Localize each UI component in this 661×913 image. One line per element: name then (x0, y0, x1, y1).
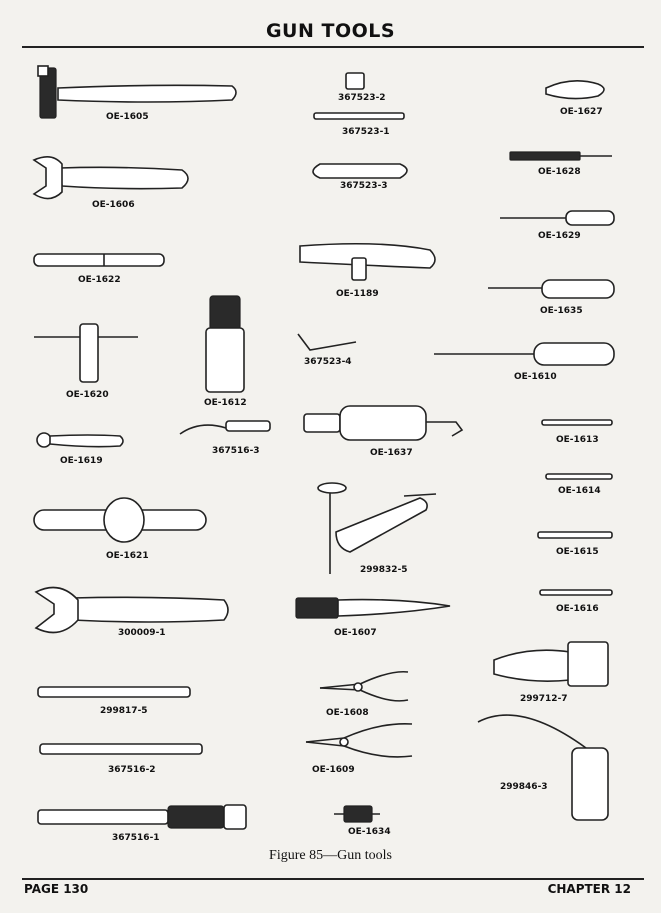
label-oe-1622: OE-1622 (78, 275, 121, 285)
footer-rule (22, 878, 644, 880)
hex-key-icon (298, 334, 356, 350)
label-oe-1610: OE-1610 (514, 372, 557, 382)
label-oe-1607: OE-1607 (334, 628, 377, 638)
label-oe-1621: OE-1621 (106, 551, 149, 561)
label-299832-5: 299832-5 (360, 565, 408, 575)
label-oe-1628: OE-1628 (538, 167, 581, 177)
punch-1613-icon (542, 420, 612, 425)
punch-1614-icon (546, 474, 612, 479)
bushing-icon (346, 73, 364, 89)
label-oe-1606: OE-1606 (92, 200, 135, 210)
label-oe-1613: OE-1613 (556, 435, 599, 445)
cleaning-rod-icon (40, 744, 202, 754)
label-299712-7: 299712-7 (520, 694, 568, 704)
figure-caption: Figure 85—Gun tools (269, 848, 392, 863)
label-oe-1614: OE-1614 (558, 486, 601, 496)
punch-tool-icon (34, 254, 164, 266)
label-367523-1: 367523-1 (342, 127, 390, 137)
open-end-wrench-icon (36, 588, 228, 633)
chapter-label: CHAPTER 12 (547, 882, 631, 896)
brush-icon (296, 598, 450, 618)
small-handle-tool-icon (546, 81, 604, 99)
pliers-icon (320, 672, 408, 701)
label-367516-1: 367516-1 (112, 833, 160, 843)
label-367516-2: 367516-2 (108, 765, 156, 775)
label-299817-5: 299817-5 (100, 706, 148, 716)
spanner-icon (34, 498, 206, 542)
double-end-wrench-icon (313, 164, 407, 178)
combination-tool-icon (300, 244, 435, 280)
page-title: GUN TOOLS (265, 20, 396, 42)
grease-gun-icon (304, 406, 462, 440)
label-367523-3: 367523-3 (340, 181, 388, 191)
label-oe-1629: OE-1629 (538, 231, 581, 241)
label-299846-3: 299846-3 (500, 782, 548, 792)
label-367516-3: 367516-3 (212, 446, 260, 456)
label-oe-1619: OE-1619 (60, 456, 103, 466)
rod-with-handle-icon (38, 805, 246, 829)
page-number: PAGE 130 (24, 882, 89, 896)
label-oe-1637: OE-1637 (370, 448, 413, 458)
label-oe-1189: OE-1189 (336, 289, 379, 299)
label-oe-1608: OE-1608 (326, 708, 369, 718)
file-icon (510, 152, 612, 160)
anvil-tool-icon (494, 642, 608, 686)
drift-punch-icon (38, 687, 190, 697)
diagonal-pliers-icon (306, 724, 412, 757)
lever-grease-gun-icon (318, 483, 436, 574)
label-oe-1616: OE-1616 (556, 604, 599, 614)
punch-1616-icon (540, 590, 612, 595)
bore-brush-icon (334, 806, 380, 822)
label-300009-1: 300009-1 (118, 628, 166, 638)
label-367523-4: 367523-4 (304, 357, 352, 367)
label-oe-1620: OE-1620 (66, 390, 109, 400)
screwdriver-large-icon (434, 343, 614, 365)
adjustable-wrench-icon (34, 157, 188, 199)
label-oe-1627: OE-1627 (560, 107, 603, 117)
t-handle-wrench-icon (34, 324, 138, 382)
oil-can-icon (478, 715, 608, 820)
label-367523-2: 367523-2 (338, 93, 386, 103)
socket-tool-icon (206, 296, 244, 392)
ratchet-icon (37, 433, 123, 447)
screwdriver-small-icon (500, 211, 614, 225)
screwdriver-medium-icon (488, 280, 614, 298)
label-oe-1615: OE-1615 (556, 547, 599, 557)
label-oe-1612: OE-1612 (204, 398, 247, 408)
label-oe-1609: OE-1609 (312, 765, 355, 775)
label-oe-1634: OE-1634 (348, 827, 391, 837)
pick-tool-icon (180, 421, 270, 434)
label-oe-1605: OE-1605 (106, 112, 149, 122)
hammer-icon (38, 66, 236, 118)
punch-1615-icon (538, 532, 612, 538)
screw-rod-icon (314, 113, 404, 119)
label-oe-1635: OE-1635 (540, 306, 583, 316)
